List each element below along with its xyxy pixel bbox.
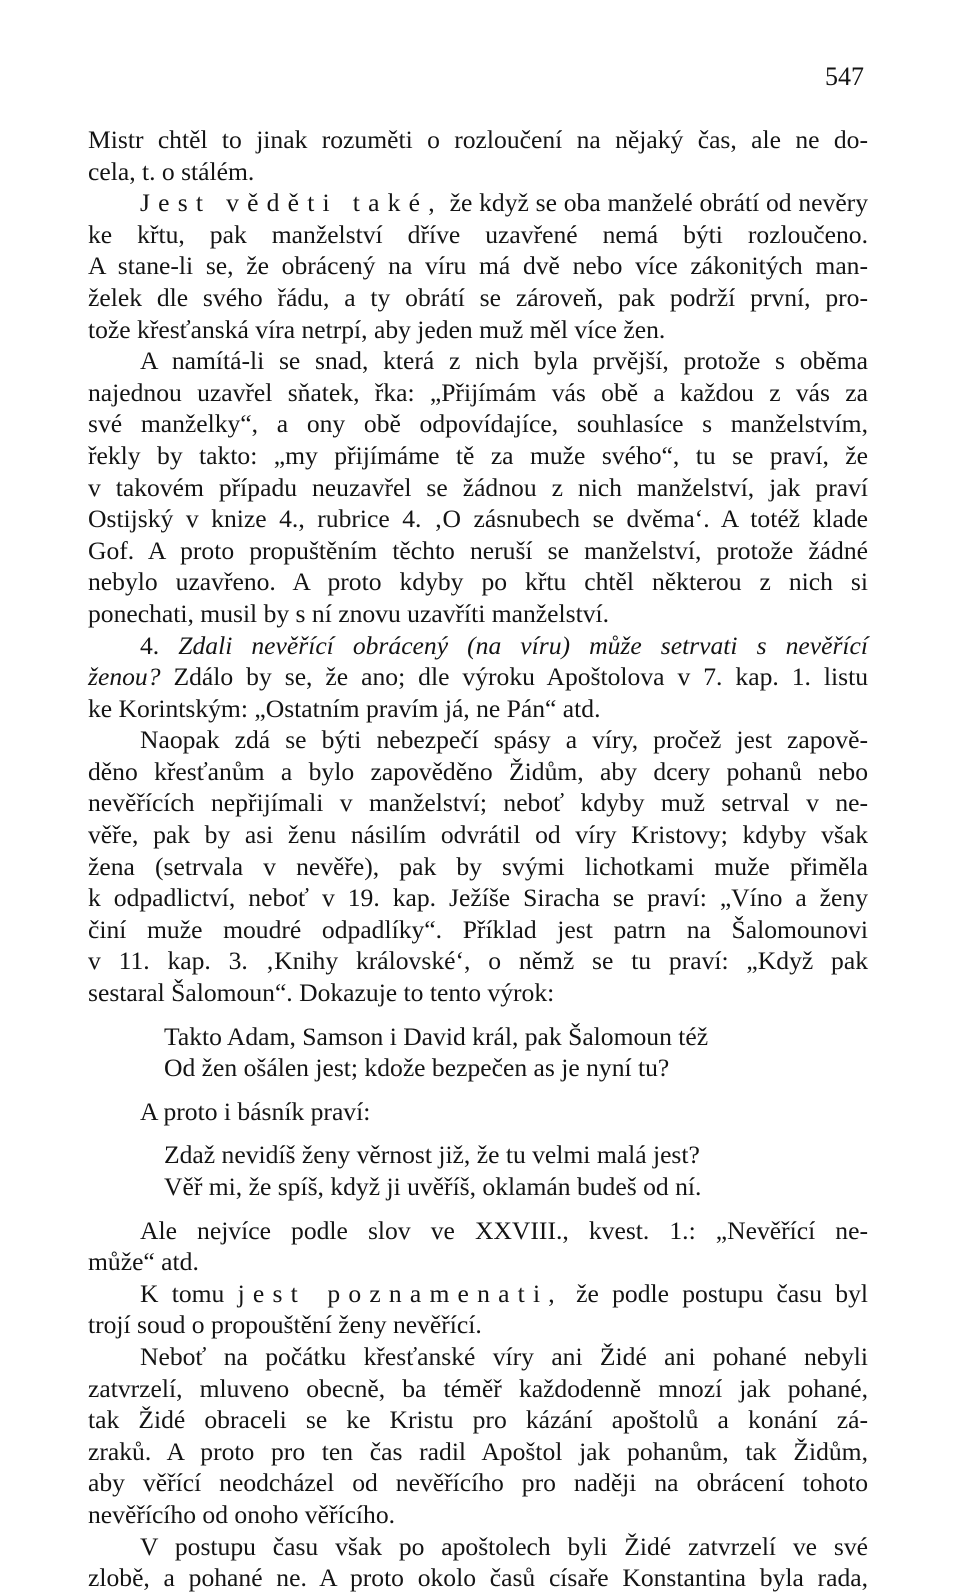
text-line: Mistr chtěl to jinak rozuměti o rozloučení na nějaký čas, ale ne do- <box>88 125 868 154</box>
text-line: ke Korintským: „Ostatním pravím já, ne Pán“ atd. <box>88 693 601 723</box>
text-line: věře, pak by asi ženu násilím odvrátil od víry Kristovy; kdyby však <box>88 820 868 850</box>
text-line: žena (setrvala v nevěře), pak by svými lichotkami muže přiměla <box>88 851 868 881</box>
text-line: najednou uzavřel sňatek, řka: „Přijímám vás obě a každou z vás za <box>88 377 868 407</box>
text-line: zlobě, a pohané ne. A proto okolo časů císaře Konstantina byla rada, <box>88 1563 868 1593</box>
text-line <box>88 661 868 693</box>
question-title-end: ženou? <box>88 662 161 692</box>
page-number: 547 <box>825 62 864 91</box>
text-line: aby věřící neodcházel od nevěřícího pro naději na obrácení tohoto <box>88 1468 868 1498</box>
question-number: 4. <box>140 630 160 660</box>
text-line: trojí soud o propouštění ženy nevěřící. <box>88 1310 482 1340</box>
text-line <box>88 187 868 219</box>
question-heading <box>88 630 868 662</box>
text-line: Ale nejvíce podle slov ve XXVIII., kvest. 1.: „Nevěřící ne- <box>140 1215 868 1245</box>
text-line: činí muže moudré odpadlíky“. Příklad jest patrn na Šalomounovi <box>88 914 868 944</box>
text-line: tože křesťanská víra netrpí, aby jeden muž měl více žen. <box>88 314 666 344</box>
text-line: může“ atd. <box>88 1247 199 1277</box>
emphasized-phrase: jest poznamenati, <box>237 1278 563 1308</box>
verse-line: Zdaž nevidíš ženy věrnost již, že tu velmi malá jest? <box>164 1140 700 1170</box>
question-title: Zdali nevěřící obrácený (na víru) může setrvati s nevěřící <box>178 630 868 660</box>
verse-line: Věř mi, že spíš, když ji uvěříš, oklamán budeš od ní. <box>164 1172 702 1201</box>
verse-line: Od žen ošálen jest; kdože bezpečen as je nyní tu? <box>164 1053 670 1083</box>
text-line: ponechati, musil by s ní znovu uzavříti manželství. <box>88 598 610 628</box>
text-line: Ostijský v knize 4., rubrice 4. ‚O zásnubech se dvěma‘. A totéž klade <box>88 504 868 534</box>
text-line: děno křesťanům a bylo zapověděno Židům, aby dcery pohanů nebo <box>88 756 868 786</box>
text-line: V postupu času však po apoštolech byli Židé zatvrzelí ve své <box>140 1531 868 1561</box>
text-fragment: K tomu <box>140 1278 225 1308</box>
text-line: tak Židé obraceli se ke Kristu pro kázání apoštolů a konání zá- <box>88 1405 868 1435</box>
text-line: Gof. A proto propuštěním těchto neruší se manželství, protože žádné <box>88 535 868 565</box>
emphasized-phrase: Jest věděti také, <box>140 188 443 218</box>
text-line: A stane-li se, že obrácený na víru má dvě nebo více zákonitých man- <box>88 251 868 281</box>
text-line: cela, t. o stálém. <box>88 156 255 186</box>
text-fragment: že když se oba manželé obrátí od nevěry <box>449 188 869 218</box>
text-fragment: Zdálo by se, že ano; dle výroku Apoštolova v 7. kap. 1. listu <box>173 662 868 692</box>
text-line: sestaral Šalomoun“. Dokazuje to tento výrok: <box>88 978 555 1008</box>
verse-line: Takto Adam, Samson i David král, pak Šalomoun též <box>164 1021 709 1051</box>
text-line: A namítá-li se snad, která z nich byla prvější, protože s oběma <box>140 346 868 376</box>
text-line: zraků. A proto pro ten čas radil Apoštol jak pohanům, tak Židům, <box>88 1436 868 1466</box>
text-line <box>88 1278 868 1310</box>
page-text <box>88 124 868 1594</box>
text-line: Naopak zdá se býti nebezpečí spásy a víry, pročež jest zapově- <box>140 725 868 755</box>
text-line: A proto i básník praví: <box>140 1096 371 1126</box>
text-line: nebylo uzavřeno. A proto kdyby po křtu chtěl některou z nich si <box>88 567 868 597</box>
text-line: své manželky“, a ony obě odpovídajíce, souhlasíce s manželstvím, <box>88 409 868 439</box>
text-line: želek dle svého řádu, a ty obrátí se zároveň, pak podrží první, pro- <box>88 282 868 312</box>
text-fragment: že podle postupu času byl <box>576 1278 868 1308</box>
text-line: zatvrzelí, mluveno obecně, ba téměř každodenně mnozí jak pohané, <box>88 1373 868 1403</box>
text-line: ke křtu, pak manželství dříve uzavřené nemá býti rozloučeno. <box>88 219 868 249</box>
text-line: řekly by takto: „my přijímáme tě za muže svého“, tu se praví, že <box>88 440 868 470</box>
text-line: v 11. kap. 3. ‚Knihy královské‘, o němž se tu praví: „Když pak <box>88 946 868 976</box>
text-line: nevěřících nepřijímali v manželství; neboť kdyby muž setrval v ne- <box>88 788 868 818</box>
text-line: Neboť na počátku křesťanské víry ani Židé ani pohané nebyli <box>140 1341 868 1371</box>
text-line: nevěřícího od onoho věřícího. <box>88 1499 396 1529</box>
text-line: v takovém případu neuzavřel se žádnou z nich manželství, jak praví <box>88 472 868 502</box>
text-line: k odpadlictví, neboť v 19. kap. Ježíše Siracha se praví: „Víno a ženy <box>88 883 868 913</box>
